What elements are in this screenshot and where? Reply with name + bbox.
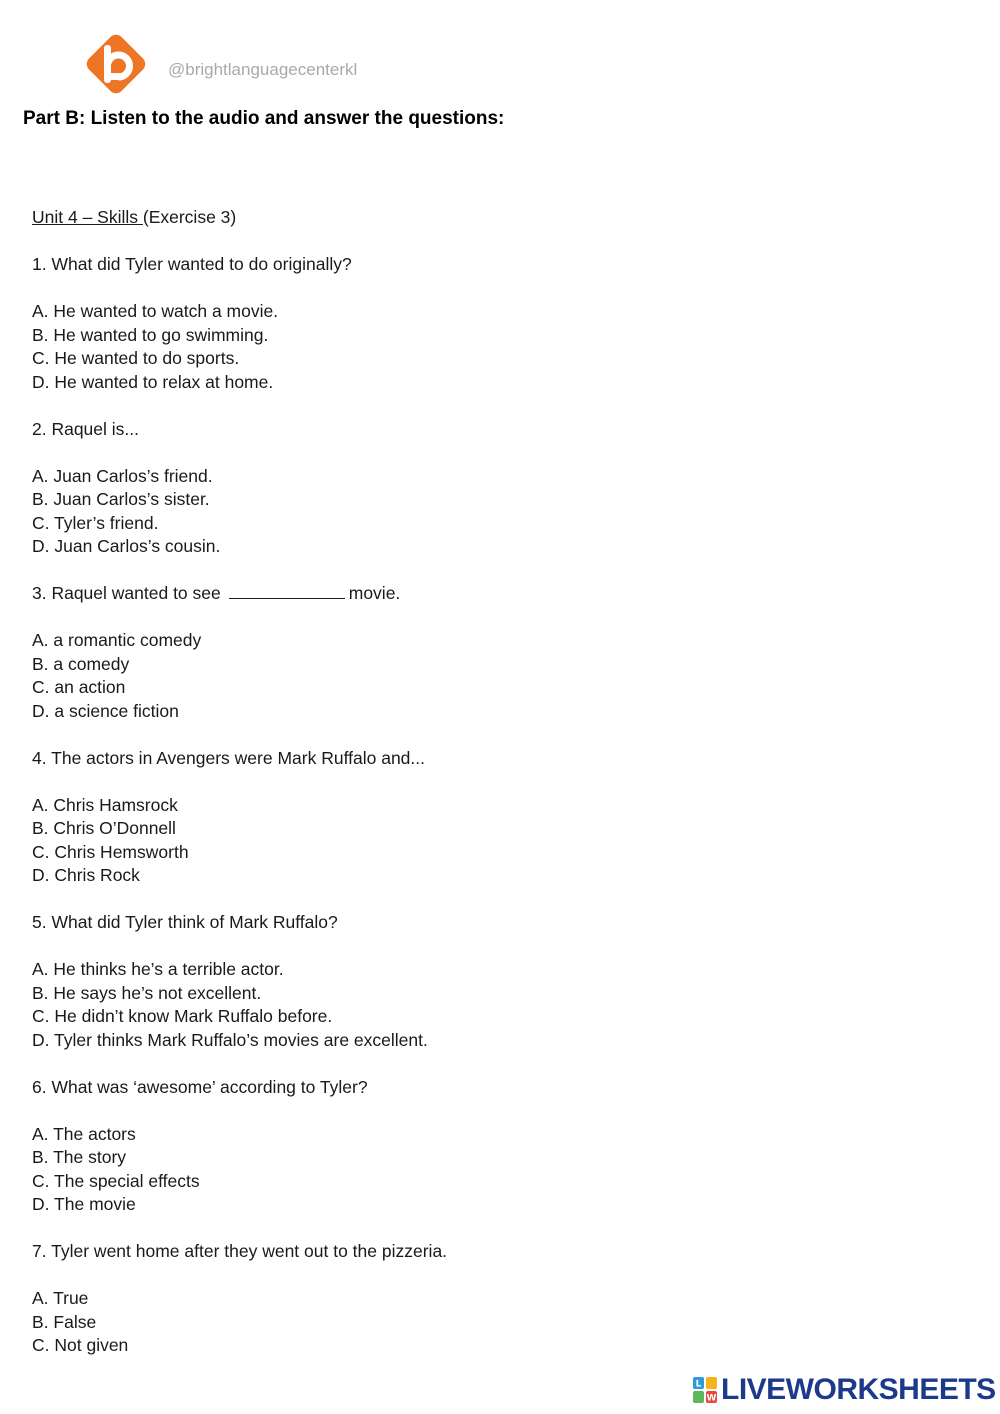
q4-option-c[interactable]: C. Chris Hemsworth bbox=[32, 841, 189, 862]
q4-option-d[interactable]: D. Chris Rock bbox=[32, 865, 140, 885]
q1-option-d[interactable]: D. He wanted to relax at home. bbox=[32, 371, 274, 392]
question-3 bbox=[32, 582, 447, 606]
liveworksheets-brand: LIVEWORKSHEETS bbox=[721, 1373, 996, 1406]
unit-heading bbox=[32, 206, 447, 230]
q6-option-d[interactable]: D. The movie bbox=[32, 1194, 136, 1214]
q3-text-after: movie. bbox=[348, 583, 401, 603]
q3-option-b[interactable]: B. a comedy bbox=[32, 653, 130, 674]
q2-option-a[interactable]: A. Juan Carlos’s friend. bbox=[32, 465, 213, 486]
q1-option-a[interactable]: A. He wanted to watch a movie. bbox=[32, 301, 279, 321]
q1-option-b[interactable]: B. He wanted to go swimming. bbox=[32, 324, 269, 345]
q2-option-b[interactable]: B. Juan Carlos’s sister. bbox=[32, 489, 210, 509]
q6-option-c[interactable]: C. The special effects bbox=[32, 1170, 200, 1191]
worksheet-content bbox=[32, 206, 447, 1358]
question-5: 5. What did Tyler think of Mark Ruffalo? bbox=[32, 912, 338, 932]
unit-title: Unit 4 – Skills bbox=[32, 207, 143, 227]
liveworksheets-logo bbox=[693, 1374, 996, 1406]
q5-option-a[interactable]: A. He thinks he’s a terrible actor. bbox=[32, 959, 284, 979]
q4-option-b[interactable]: B. Chris O’Donnell bbox=[32, 818, 176, 838]
q7-option-b[interactable]: B. False bbox=[32, 1311, 97, 1332]
liveworksheets-badge-icon bbox=[693, 1377, 717, 1403]
q3-option-d[interactable]: D. a science fiction bbox=[32, 700, 179, 721]
badge-letter-l: L bbox=[695, 1379, 702, 1390]
question-7: 7. Tyler went home after they went out to the pizzeria. bbox=[32, 1241, 448, 1261]
q6-option-a[interactable]: A. The actors bbox=[32, 1123, 136, 1144]
q4-option-a[interactable]: A. Chris Hamsrock bbox=[32, 794, 178, 815]
exercise-label: (Exercise 3) bbox=[142, 207, 237, 227]
part-title: Part B: Listen to the audio and answer the questions: bbox=[23, 108, 505, 129]
q6-option-b[interactable]: B. The story bbox=[32, 1147, 127, 1167]
q3-option-a[interactable]: A. a romantic comedy bbox=[32, 630, 202, 650]
question-4: 4. The actors in Avengers were Mark Ruffalo and... bbox=[32, 747, 425, 768]
q2-option-d[interactable]: D. Juan Carlos’s cousin. bbox=[32, 536, 221, 556]
social-handle: @brightlanguagecenterkl bbox=[168, 60, 358, 79]
q5-option-d[interactable]: D. Tyler thinks Mark Ruffalo’s movies are excellent. bbox=[32, 1029, 428, 1050]
question-6: 6. What was ‘awesome’ according to Tyler? bbox=[32, 1076, 368, 1097]
q2-option-c[interactable]: C. Tyler’s friend. bbox=[32, 512, 159, 533]
question-1: 1. What did Tyler wanted to do originally? bbox=[32, 254, 352, 274]
q5-option-c[interactable]: C. He didn’t know Mark Ruffalo before. bbox=[32, 1006, 333, 1026]
q7-option-c[interactable]: C. Not given bbox=[32, 1335, 129, 1355]
question-2: 2. Raquel is... bbox=[32, 418, 139, 439]
q1-option-c[interactable]: C. He wanted to do sports. bbox=[32, 348, 240, 368]
bright-language-logo bbox=[80, 28, 152, 100]
q7-option-a[interactable]: A. True bbox=[32, 1288, 89, 1308]
q3-option-c[interactable]: C. an action bbox=[32, 677, 126, 697]
q5-option-b[interactable]: B. He says he’s not excellent. bbox=[32, 982, 262, 1003]
q3-text-before: 3. Raquel wanted to see bbox=[32, 583, 221, 603]
q3-blank bbox=[229, 583, 345, 599]
badge-letter-w: W bbox=[706, 1393, 717, 1403]
